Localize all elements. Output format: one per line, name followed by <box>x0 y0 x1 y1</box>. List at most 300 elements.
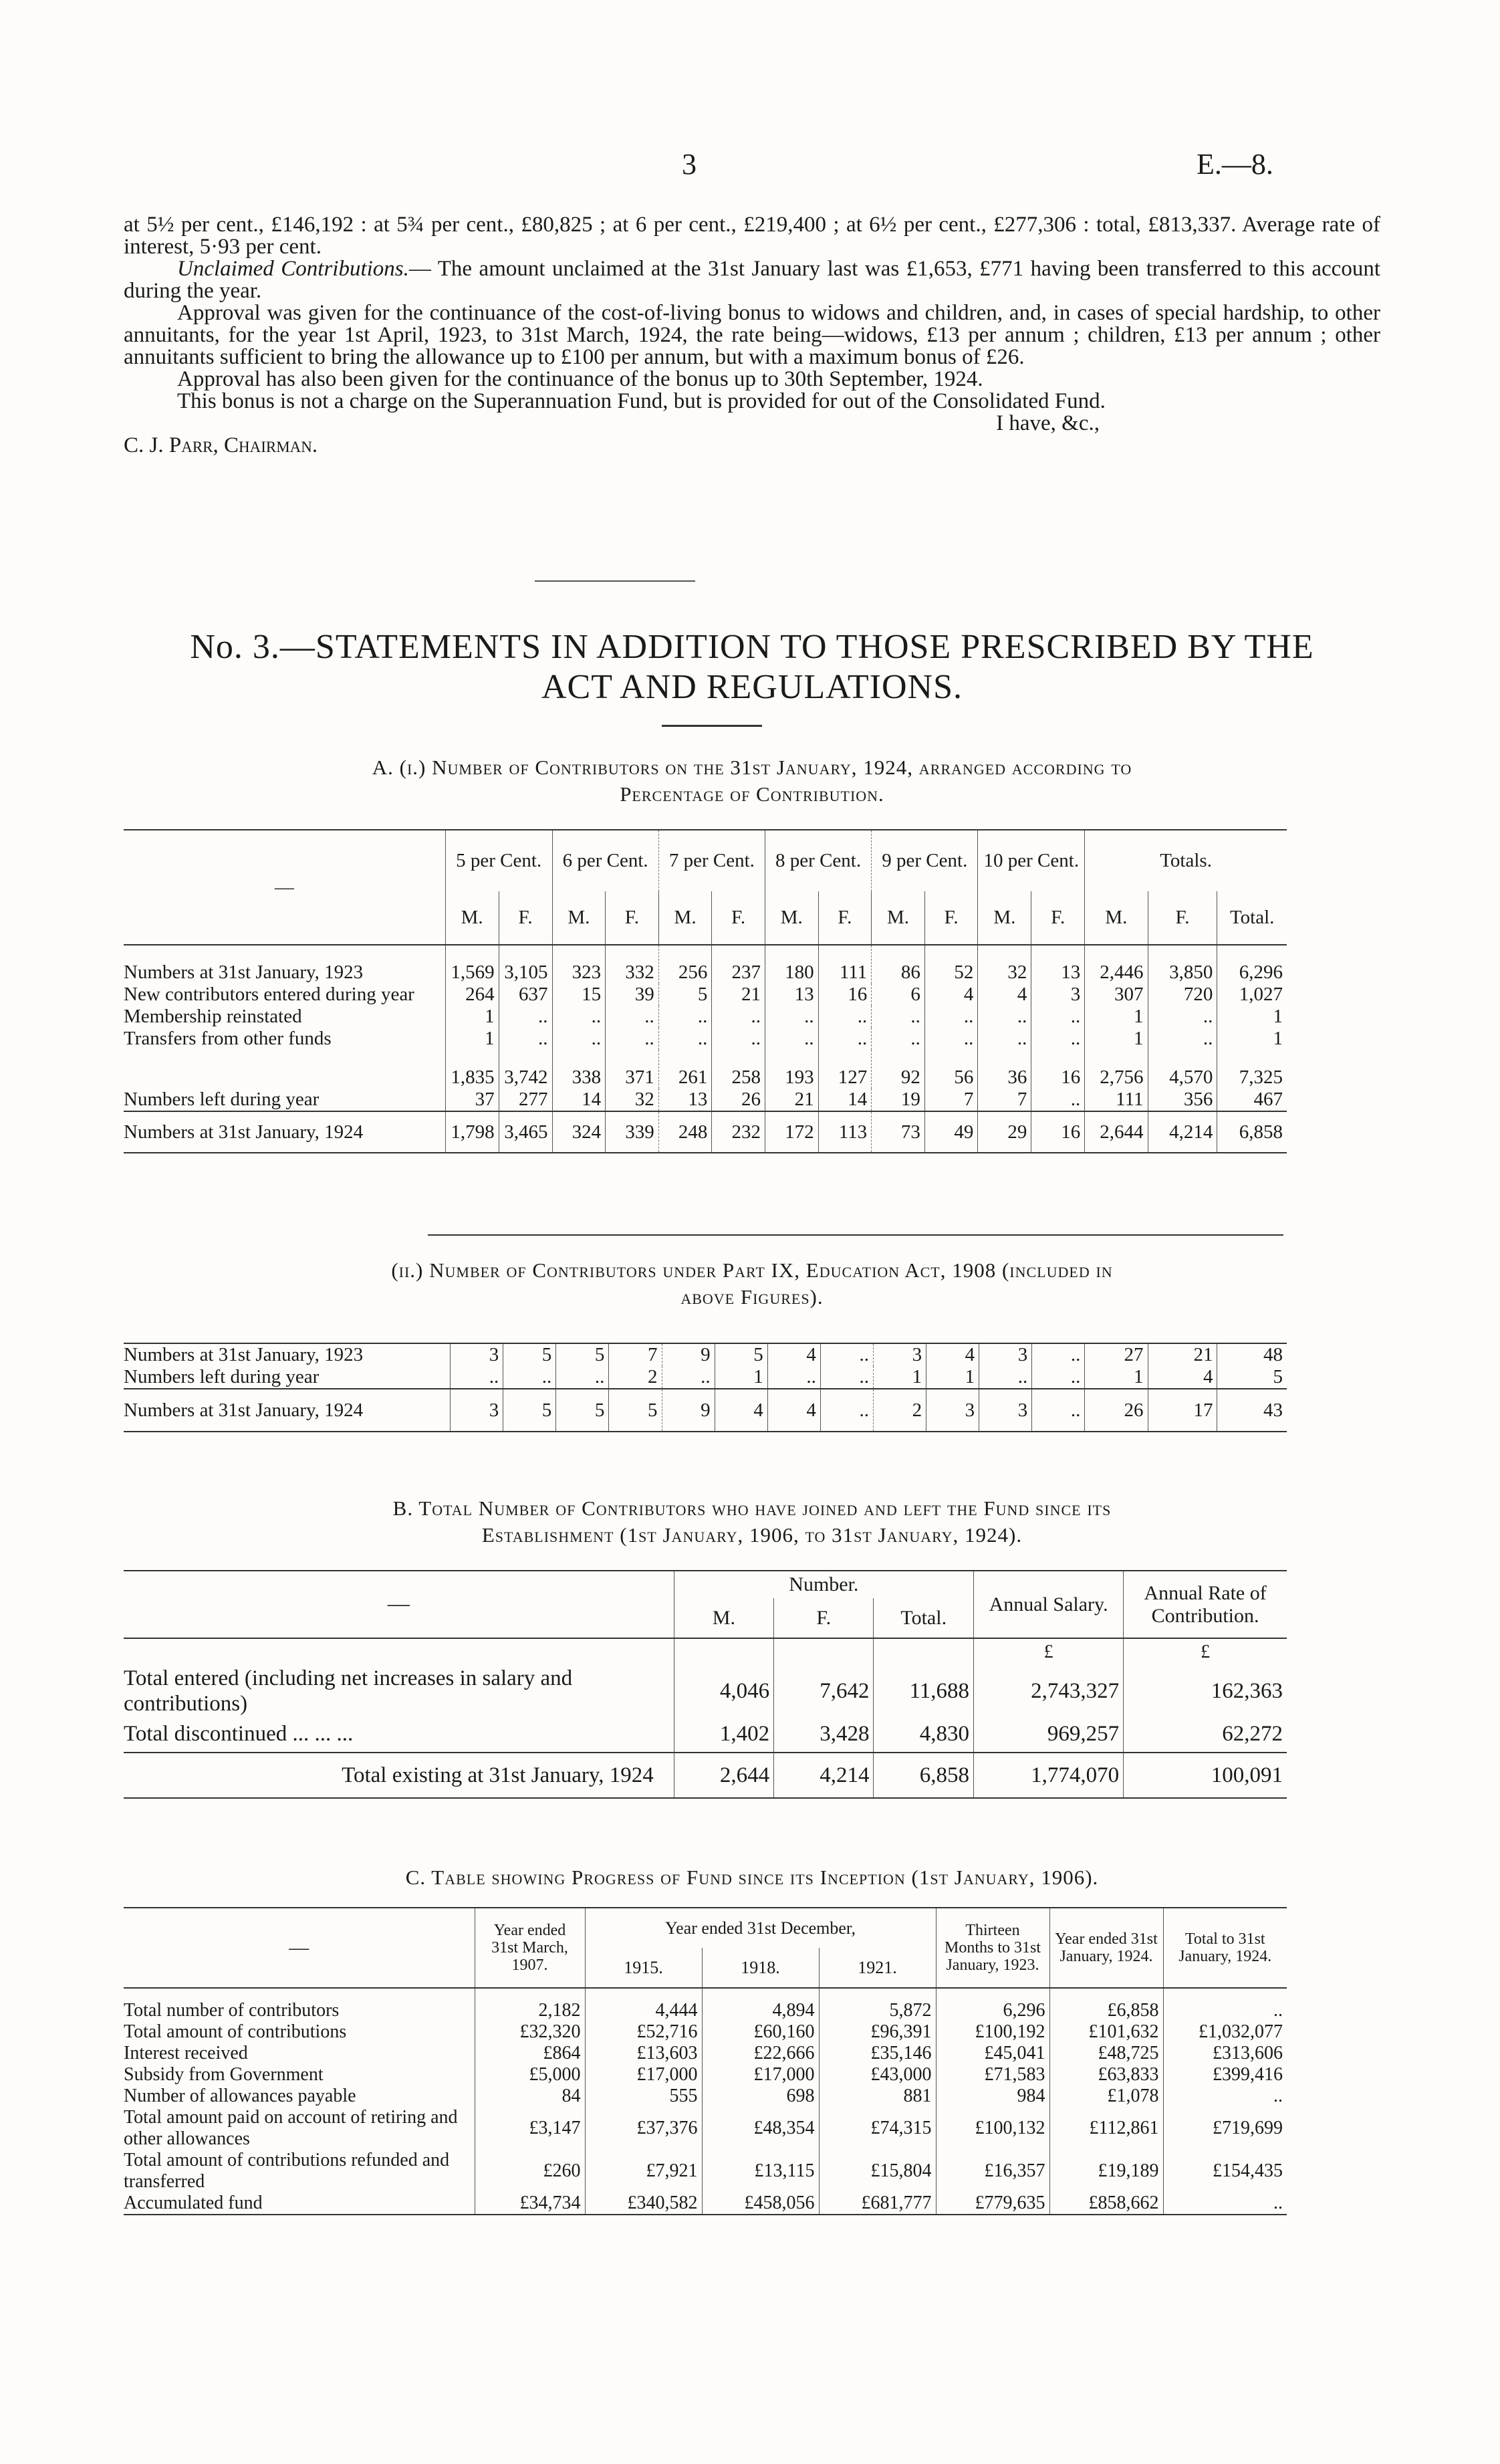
cell: £13,603 <box>585 2043 702 2064</box>
cell: £5,000 <box>475 2064 585 2086</box>
row-label: Subsidy from Government <box>124 2064 324 2085</box>
cell: 2,182 <box>475 1988 585 2021</box>
cell: .. <box>552 1006 606 1028</box>
cell: .. <box>503 1366 556 1389</box>
table-a2-title <box>124 1257 1380 1311</box>
cell: 5 <box>503 1389 556 1432</box>
cell: £100,192 <box>936 2021 1049 2043</box>
cell: £19,189 <box>1049 2150 1163 2193</box>
cell: 698 <box>702 2086 819 2107</box>
cell: .. <box>1032 1343 1085 1366</box>
row-label: New contributors entered during year <box>124 984 414 1005</box>
cell: £13,115 <box>702 2150 819 2193</box>
row-label: Interest received <box>124 2043 248 2063</box>
cell: 4 <box>767 1343 820 1366</box>
cell: .. <box>552 1028 606 1050</box>
row-label: Numbers left during year <box>124 1089 320 1110</box>
cell: £48,725 <box>1049 2043 1163 2064</box>
cell: 3 <box>451 1343 503 1366</box>
cell: £22,666 <box>702 2043 819 2064</box>
cell: 1 <box>873 1366 926 1389</box>
group-header: Totals. <box>1085 830 1287 891</box>
closing-row <box>124 413 1380 435</box>
cell: 1,835 <box>445 1050 499 1089</box>
cell: 5 <box>1217 1366 1287 1389</box>
cell: 6,858 <box>1217 1111 1287 1153</box>
cell: 4,444 <box>585 1988 702 2021</box>
cell: .. <box>451 1366 503 1389</box>
cell: 1,774,070 <box>973 1753 1123 1798</box>
cell: 27 <box>1085 1343 1148 1366</box>
table-a-corner: — <box>274 876 294 898</box>
cell: 4 <box>978 984 1031 1006</box>
table-a2-title-line2: above Figures). <box>680 1285 824 1309</box>
cell: 5 <box>609 1389 662 1432</box>
cell: £1,032,077 <box>1163 2021 1287 2043</box>
cell: 2,743,327 <box>973 1666 1123 1716</box>
document-reference: E.—8. <box>1197 148 1273 181</box>
cell: £43,000 <box>819 2064 936 2086</box>
cell: 172 <box>765 1111 818 1153</box>
cell: 36 <box>978 1050 1031 1089</box>
group-header: 7 per Cent. <box>658 830 765 891</box>
subhead: F. <box>606 891 659 945</box>
cell: .. <box>499 1006 552 1028</box>
cell: 1 <box>445 1006 499 1028</box>
cell: 237 <box>712 945 765 984</box>
cell: 5 <box>503 1343 556 1366</box>
cell: .. <box>1163 2086 1287 2107</box>
number-header: Number. <box>674 1571 973 1598</box>
table-row <box>124 1089 1287 1111</box>
table-a-body <box>124 945 1287 1153</box>
cell: 3,850 <box>1148 945 1217 984</box>
table-row <box>124 1366 1287 1389</box>
cell: 3 <box>451 1389 503 1432</box>
cell: 1,569 <box>445 945 499 984</box>
table-a2-body <box>124 1343 1287 1432</box>
table-row <box>124 984 1287 1006</box>
cell: .. <box>1031 1089 1085 1111</box>
cell: 4,570 <box>1148 1050 1217 1089</box>
approval-paragraph: Approval was given for the continuance of the cost-of-living bonus to widows and children, and, in cases of special hardship, to other annuitants, for the year 1st April, 1923, to 31st March, 1924, the rate being—widows, £13 per annum ; children, £13 per annum ; other annuitants sufficient to bring the allowance up to £100 per annum, but with a maximum bonus of £26. <box>124 301 1380 369</box>
section-title-line2: ACT AND REGULATIONS. <box>541 668 963 706</box>
heading-underline <box>662 725 762 727</box>
cell: 720 <box>1148 984 1217 1006</box>
cell: £3,147 <box>475 2107 585 2150</box>
col-first-header: Year ended 31st March, 1907. <box>475 1908 585 1988</box>
cell: 73 <box>872 1111 925 1153</box>
cell: 4,046 <box>674 1666 773 1716</box>
subhead: M. <box>978 891 1031 945</box>
cell: .. <box>556 1366 609 1389</box>
cell: .. <box>1148 1028 1217 1050</box>
subhead: F. <box>818 891 872 945</box>
table-row <box>124 1028 1287 1050</box>
subhead: M. <box>445 891 499 945</box>
cell: 4 <box>767 1389 820 1432</box>
cell: 467 <box>1217 1089 1287 1111</box>
cell: 48 <box>1217 1343 1287 1366</box>
unclaimed-text: — The amount unclaimed at the 31st January last was £1,653, £771 having been transferred to this account during the year. <box>124 257 1380 303</box>
year-header: 1921. <box>819 1948 936 1988</box>
row-label: Numbers at 31st January, 1924 <box>124 1399 364 1421</box>
cell: 256 <box>658 945 712 984</box>
cell: 1 <box>1085 1366 1148 1389</box>
table-row <box>124 2107 1287 2150</box>
cell: 2 <box>873 1389 926 1432</box>
cell: 56 <box>924 1050 978 1089</box>
cell: 19 <box>872 1089 925 1111</box>
table-a-title-line1: A. (i.) Number of Contributors on the 31st January, 1924, arranged according to <box>372 756 1132 779</box>
cell: .. <box>820 1389 873 1432</box>
cell: £101,632 <box>1049 2021 1163 2043</box>
cell: £71,583 <box>936 2064 1049 2086</box>
table-row <box>124 1111 1287 1153</box>
subhead: F. <box>499 891 552 945</box>
cell: £100,132 <box>936 2107 1049 2150</box>
cell: 32 <box>606 1089 659 1111</box>
cell: 4,894 <box>702 1988 819 2021</box>
subhead: M. <box>658 891 712 945</box>
table-a-title-line2: Percentage of Contribution. <box>620 782 884 806</box>
page-number: 3 <box>682 148 697 181</box>
cell: .. <box>658 1006 712 1028</box>
cell: .. <box>872 1028 925 1050</box>
subhead: M. <box>1085 891 1148 945</box>
cell: £340,582 <box>585 2193 702 2215</box>
cell: .. <box>662 1366 715 1389</box>
cell: 3 <box>926 1389 979 1432</box>
row-label: Total amount of contributions <box>124 2021 347 2042</box>
cell: 984 <box>936 2086 1049 2107</box>
cell: .. <box>1163 2193 1287 2215</box>
row-label: Total number of contributors <box>124 2000 340 2021</box>
cell: 1 <box>1085 1028 1148 1050</box>
table-row <box>124 1988 1287 2021</box>
group-header: 10 per Cent. <box>978 830 1085 891</box>
cell: 9 <box>662 1389 715 1432</box>
cell: 6 <box>872 984 925 1006</box>
cell: £779,635 <box>936 2193 1049 2215</box>
cell: 86 <box>872 945 925 984</box>
cell: 39 <box>606 984 659 1006</box>
cell: 4,214 <box>774 1753 874 1798</box>
cell: 232 <box>712 1111 765 1153</box>
cell: .. <box>499 1028 552 1050</box>
cell: 371 <box>606 1050 659 1089</box>
row-label: Total discontinued ... ... ... <box>124 1722 354 1746</box>
table-row <box>124 2150 1287 2193</box>
cell: 43 <box>1217 1389 1287 1432</box>
cell: .. <box>978 1028 1031 1050</box>
table-row <box>124 2021 1287 2043</box>
cell: 261 <box>658 1050 712 1089</box>
row-label: Transfers from other funds <box>124 1028 332 1049</box>
cell: £34,734 <box>475 2193 585 2215</box>
subhead: Total. <box>1217 891 1287 945</box>
cell: 1,027 <box>1217 984 1287 1006</box>
row-label: Total entered (including net increases in salary and contributions) <box>124 1666 573 1716</box>
cell: 323 <box>552 945 606 984</box>
cell: £17,000 <box>585 2064 702 2086</box>
cell: 5 <box>658 984 712 1006</box>
cell: 332 <box>606 945 659 984</box>
cell: 1 <box>926 1366 979 1389</box>
currency-symbol: £ <box>1124 1638 1287 1666</box>
cell: 1 <box>445 1028 499 1050</box>
intro-text <box>124 214 1380 457</box>
cell: £6,858 <box>1049 1988 1163 2021</box>
cell: 4 <box>924 984 978 1006</box>
cell: 4,214 <box>1148 1111 1217 1153</box>
cell: .. <box>818 1028 872 1050</box>
cell: 26 <box>712 1089 765 1111</box>
cell: 3 <box>979 1389 1032 1432</box>
cell: .. <box>765 1028 818 1050</box>
cell: 16 <box>1031 1050 1085 1089</box>
cell: .. <box>765 1006 818 1028</box>
cell: .. <box>606 1028 659 1050</box>
row-label: Accumulated fund <box>124 2193 263 2213</box>
cell: £260 <box>475 2150 585 2193</box>
table-b-title-line1: B. Total Number of Contributors who have joined and left the Fund since its <box>392 1496 1112 1520</box>
table-row <box>124 2193 1287 2215</box>
cell: 21 <box>765 1089 818 1111</box>
cell: 13 <box>1031 945 1085 984</box>
cell: 264 <box>445 984 499 1006</box>
table-b-body <box>124 1638 1287 1798</box>
salary-header: Annual Salary. <box>973 1571 1123 1638</box>
cell: £17,000 <box>702 2064 819 2086</box>
cell: 7,642 <box>774 1666 874 1716</box>
cell: £45,041 <box>936 2043 1049 2064</box>
cell: 111 <box>1085 1089 1148 1111</box>
cell: 2,756 <box>1085 1050 1148 1089</box>
table-b-corner: — <box>387 1592 410 1616</box>
table-row <box>124 1716 1287 1753</box>
cell: £74,315 <box>819 2107 936 2150</box>
subhead: F. <box>1031 891 1085 945</box>
cell: 49 <box>924 1111 978 1153</box>
row-label: Number of allowances payable <box>124 2086 356 2106</box>
cell: 111 <box>818 945 872 984</box>
col-year-ended-header: Year ended 31st January, 1924. <box>1049 1908 1163 1988</box>
cell: 127 <box>818 1050 872 1089</box>
table-c-group-row <box>124 1908 1287 1948</box>
cell: £154,435 <box>1163 2150 1287 2193</box>
cell: 637 <box>499 984 552 1006</box>
table-a-bottom-rule <box>428 1234 1283 1236</box>
cell: £48,354 <box>702 2107 819 2150</box>
cell: .. <box>1031 1028 1085 1050</box>
cell: .. <box>818 1006 872 1028</box>
cell: £7,921 <box>585 2150 702 2193</box>
cell: 29 <box>978 1111 1031 1153</box>
table-row <box>124 1666 1287 1716</box>
table-row <box>124 2086 1287 2107</box>
cell: 21 <box>1148 1343 1217 1366</box>
cell: 555 <box>585 2086 702 2107</box>
cell: 6,858 <box>874 1753 974 1798</box>
interest-rates-text: at 5½ per cent., £146,192 : at 5¾ per cent., £80,825 ; at 6 per cent., £219,400 ; at 6½ per cent., £277,306 : total, £813,337. Average rate of interest, 5·93 per cent. <box>124 213 1380 259</box>
cell: 969,257 <box>973 1716 1123 1753</box>
cell: .. <box>712 1006 765 1028</box>
cell: .. <box>712 1028 765 1050</box>
unclaimed-title: Unclaimed Contributions. <box>177 257 409 281</box>
table-row <box>124 1389 1287 1432</box>
cell: £52,716 <box>585 2021 702 2043</box>
cell: .. <box>820 1343 873 1366</box>
cell: £96,391 <box>819 2021 936 2043</box>
cell: 180 <box>765 945 818 984</box>
cell: 17 <box>1148 1389 1217 1432</box>
subhead: Total. <box>874 1598 974 1638</box>
cell: £32,320 <box>475 2021 585 2043</box>
cell: 9 <box>662 1343 715 1366</box>
rate-header: Annual Rate of Contribution. <box>1124 1571 1287 1638</box>
cell: 2,644 <box>1085 1111 1148 1153</box>
cell: 37 <box>445 1089 499 1111</box>
cell: .. <box>820 1366 873 1389</box>
table-row <box>124 1006 1287 1028</box>
cell: £864 <box>475 2043 585 2064</box>
cell: 2 <box>609 1366 662 1389</box>
subhead: F. <box>1148 891 1217 945</box>
cell: 3 <box>979 1343 1032 1366</box>
cell: 3,428 <box>774 1716 874 1753</box>
cell: 5 <box>556 1389 609 1432</box>
cell: £37,376 <box>585 2107 702 2150</box>
cell: 14 <box>552 1089 606 1111</box>
cell: 92 <box>872 1050 925 1089</box>
cell: .. <box>872 1006 925 1028</box>
subhead: F. <box>712 891 765 945</box>
cell: 7 <box>978 1089 1031 1111</box>
cell: 113 <box>818 1111 872 1153</box>
cell: £60,160 <box>702 2021 819 2043</box>
table-row <box>124 2043 1287 2064</box>
table-a2-title-line1: (ii.) Number of Contributors under Part IX, Education Act, 1908 (included in <box>391 1258 1113 1282</box>
row-label: Membership reinstated <box>124 1006 302 1027</box>
cell: .. <box>767 1366 820 1389</box>
cell: 3 <box>873 1343 926 1366</box>
cell: 16 <box>818 984 872 1006</box>
table-row <box>124 2064 1287 2086</box>
currency-row <box>124 1638 1287 1666</box>
cell: 162,363 <box>1124 1666 1287 1716</box>
cell: .. <box>924 1006 978 1028</box>
cell: 1,402 <box>674 1716 773 1753</box>
cell: 307 <box>1085 984 1148 1006</box>
section-title-line1: No. 3.—STATEMENTS IN ADDITION TO THOSE PRESCRIBED BY THE <box>190 628 1314 666</box>
subhead: M. <box>552 891 606 945</box>
cell: .. <box>606 1006 659 1028</box>
group-header: 8 per Cent. <box>765 830 871 891</box>
cell: 193 <box>765 1050 818 1089</box>
cell: 277 <box>499 1089 552 1111</box>
cell: .. <box>1031 1006 1085 1028</box>
cell: .. <box>1032 1389 1085 1432</box>
approval-extension-paragraph: Approval has also been given for the continuance of the bonus up to 30th September, 1924. <box>177 367 983 391</box>
col-total-header: Total to 31st January, 1924. <box>1163 1908 1287 1988</box>
cell: £858,662 <box>1049 2193 1163 2215</box>
cell: 7 <box>924 1089 978 1111</box>
cell: 3,105 <box>499 945 552 984</box>
cell: 6,296 <box>1217 945 1287 984</box>
cell: 356 <box>1148 1089 1217 1111</box>
cell: 258 <box>712 1050 765 1089</box>
table-row-total <box>124 1753 1287 1798</box>
table-c <box>124 1907 1287 2215</box>
row-label: Numbers at 31st January, 1923 <box>124 1344 364 1365</box>
cell: £35,146 <box>819 2043 936 2064</box>
cell: 1 <box>1217 1028 1287 1050</box>
cell: 16 <box>1031 1111 1085 1153</box>
row-label: Numbers left during year <box>124 1366 320 1387</box>
table-b-title <box>124 1495 1380 1549</box>
currency-symbol: £ <box>973 1638 1123 1666</box>
table-a <box>124 829 1287 1153</box>
cell: .. <box>978 1006 1031 1028</box>
cell: 11,688 <box>874 1666 974 1716</box>
cell: £16,357 <box>936 2150 1049 2193</box>
table-b <box>124 1570 1287 1799</box>
row-label: Numbers at 31st January, 1923 <box>124 962 364 983</box>
cell: 1 <box>1217 1006 1287 1028</box>
cell: 6,296 <box>936 1988 1049 2021</box>
cell: 13 <box>658 1089 712 1111</box>
group-header: 5 per Cent. <box>445 830 552 891</box>
table-a-group-row <box>124 830 1287 891</box>
cell: 4 <box>715 1389 767 1432</box>
cell: £458,056 <box>702 2193 819 2215</box>
cell: 3,465 <box>499 1111 552 1153</box>
unclaimed-paragraph <box>124 258 1380 302</box>
cell: 3 <box>1031 984 1085 1006</box>
cell: 2,446 <box>1085 945 1148 984</box>
cell: 2,644 <box>674 1753 773 1798</box>
cell: £15,804 <box>819 2150 936 2193</box>
table-b-group-row <box>124 1571 1287 1598</box>
cell: £112,861 <box>1049 2107 1163 2150</box>
cell: 1 <box>1085 1006 1148 1028</box>
cell: 100,091 <box>1124 1753 1287 1798</box>
group-header: 9 per Cent. <box>872 830 978 891</box>
cell: £399,416 <box>1163 2064 1287 2086</box>
cell: 4 <box>926 1343 979 1366</box>
cell: 4 <box>1148 1366 1217 1389</box>
cell: 15 <box>552 984 606 1006</box>
cell: £681,777 <box>819 2193 936 2215</box>
cell: .. <box>924 1028 978 1050</box>
cell: £719,699 <box>1163 2107 1287 2150</box>
cell: 62,272 <box>1124 1716 1287 1753</box>
cell: 26 <box>1085 1389 1148 1432</box>
cell: 248 <box>658 1111 712 1153</box>
closing-text: I have, &c., <box>996 411 1100 435</box>
cell: 7 <box>609 1343 662 1366</box>
table-a-title <box>124 754 1380 808</box>
table-b-title-line2: Establishment (1st January, 1906, to 31st January, 1924). <box>481 1523 1023 1547</box>
cell: 881 <box>819 2086 936 2107</box>
table-c-corner: — <box>289 1936 309 1958</box>
cell: 324 <box>552 1111 606 1153</box>
table-c-body <box>124 1988 1287 2215</box>
subhead: F. <box>774 1598 874 1638</box>
cell: 14 <box>818 1089 872 1111</box>
cell: 5 <box>556 1343 609 1366</box>
